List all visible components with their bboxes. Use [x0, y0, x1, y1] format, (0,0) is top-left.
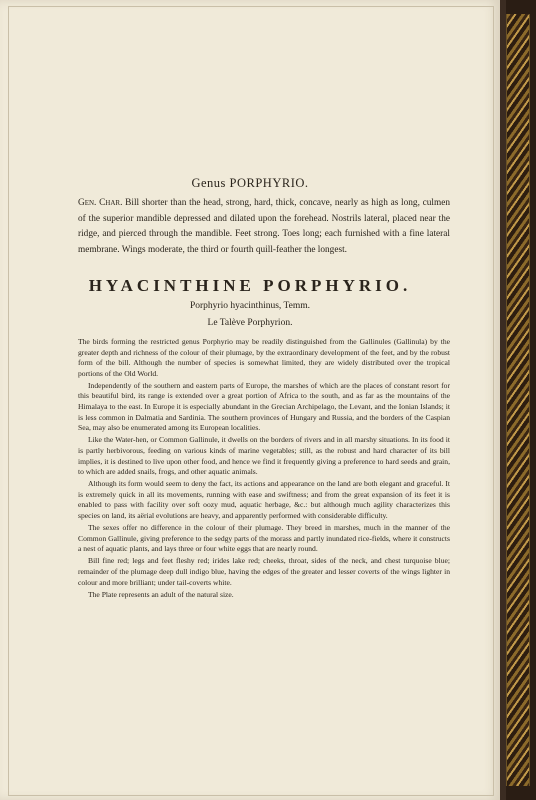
- gilt-binding-edge: [506, 14, 530, 786]
- paragraph: The birds forming the restricted genus Porphyrio may be readily distinguished from the Gallinules (Gallinula) by the greater depth and richness of the colour of their plumage, by the extraordinary development of the feet, and by the robust form of the bill. Although the number of species is somewhat limited, they are widely distributed over the tropical portions of the Old World.: [78, 337, 450, 378]
- species-title: HYACINTHINE PORPHYRIO.: [88, 276, 412, 295]
- generic-character-text: Bill shorter than the head, strong, hard, thick, concave, nearly as high as long, culmen of the superior mandible depressed and dilated upon the forehead. Nostrils lateral, placed near the ridge, and pierced through the mandible. Feet strong. Toes long; each furnished with a fine lateral membrane. Wings moderate, the third or fourth quill-feather the longest.: [78, 198, 451, 255]
- generic-character: [78, 196, 450, 258]
- paragraph: Although its form would seem to deny the fact, its actions and appearance on the land are both elegant and graceful. It is extremely quick in all its movements, running with ease and swiftness; and from the great expansion of its feet it is enabled to pass with facility over soft oozy mud, aquatic herbage, &c.: but although much agility characterizes this species on land, its aërial evolutions are heavy, and apparently performed with considerable difficulty.: [78, 479, 450, 520]
- generic-character-label: Gen. Char.: [78, 198, 123, 208]
- paragraph: Bill fine red; legs and feet fleshy red; irides lake red; cheeks, throat, sides of the neck, and chest turquoise blue; remainder of the plumage deep dull indigo blue, having the edges of the greater and lesser coverts of the wings lighter in colour and more brilliant; under tail-coverts white.: [78, 556, 450, 587]
- paragraph: The sexes offer no difference in the colour of their plumage. They breed in marshes, much in the manner of the Common Gallinule, giving preference to the sedgy parts of the morass and partly inundated rice-fields, where it constructs a nest of aquatic plants, and lays three or four white eggs that are nearly round.: [78, 523, 450, 554]
- body-text: [78, 337, 450, 602]
- paragraph: Like the Water-hen, or Common Gallinule, it dwells on the borders of rivers and in all marshy situations. In its food it is partly herbivorous, feeding on various kinds of marine vegetables; still, as the robust and hard character of its bill implies, it is destined to live upon other food, and hence we find it frequently giving a preference to hard seeds and grain, to which are added snails, frogs, and other aquatic animals.: [78, 435, 450, 477]
- paragraph: The Plate represents an adult of the natural size.: [88, 589, 234, 599]
- paragraph: Independently of the southern and eastern parts of Europe, the marshes of which are the places of constant resort for this beautiful bird, its range is extended over a great portion of Africa to the south, and as far as the mountains of the Himalaya to the east. In Europe it is especially abundant in the Grecian Archipelago, the Levant, and the Ionian Islands; it is less common in Dalmatia and Sardinia. The southern provinces of Hungary and Russia, and the borders of the Caspian Sea, may also be enumerated among its European localities.: [78, 380, 450, 433]
- genus-heading: Genus PORPHYRIO.: [191, 176, 309, 190]
- latin-name: Porphyrio hyacinthinus, Temm.: [189, 301, 310, 311]
- french-name: Le Talève Porphyrion.: [207, 318, 293, 328]
